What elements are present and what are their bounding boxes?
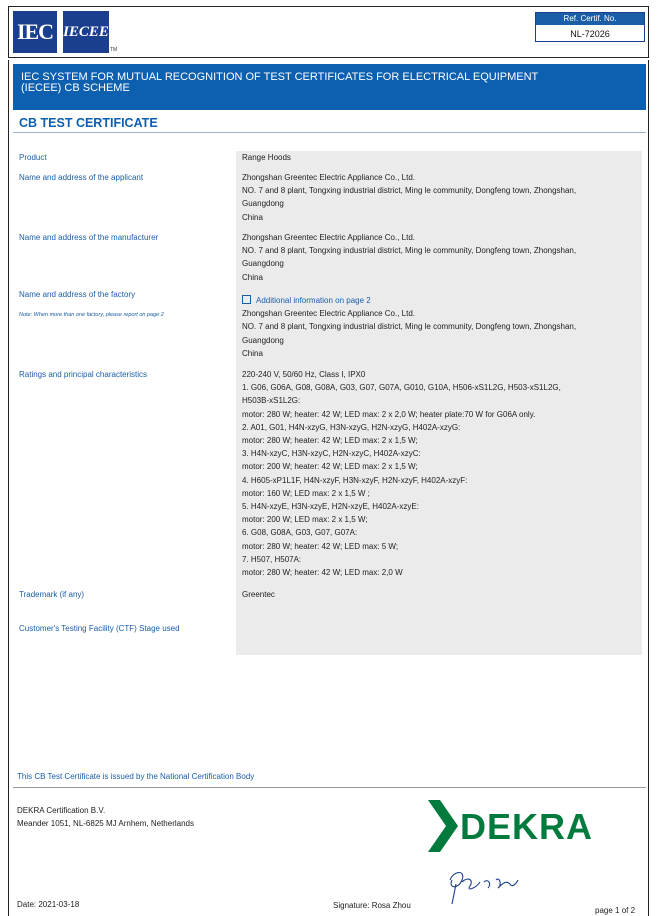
certificate-date: Date: 2021-03-18 (17, 900, 80, 909)
factory-label: Name and address of the factory (19, 290, 136, 299)
ratings-line: motor: 280 W; heater: 42 W; LED max: 5 W; (242, 541, 399, 551)
ratings-line: motor: 280 W; heater: 42 W; LED max: 2 x 2,0 W; heater plate:70 W for G06A only. (242, 409, 536, 419)
banner-line-2: (IECEE) CB SCHEME (21, 82, 130, 94)
product-value: Range Hoods (242, 153, 291, 162)
manufacturer-line: Guangdong (242, 259, 284, 269)
trademark-value: Greentec (242, 590, 275, 599)
factory-line: Guangdong (242, 335, 284, 345)
manufacturer-line: Zhongshan Greentec Electric Appliance Co., Ltd. (242, 233, 415, 242)
iecee-logo-text: IECEE (63, 23, 109, 40)
certificate-title: CB TEST CERTIFICATE (19, 116, 158, 130)
ratings-line: motor: 280 W; heater: 42 W; LED max: 2,0 W (242, 568, 403, 578)
manufacturer-value (242, 231, 637, 284)
banner-line-1: IEC SYSTEM FOR MUTUAL RECOGNITION OF TEST CERTIFICATES FOR ELECTRICAL EQUIPMENT (21, 71, 539, 83)
certification-body-name: DEKRA Certification B.V. (17, 806, 106, 815)
ratings-line: 1. G06, G06A, G08, G08A, G03, G07, G07A, G010, G10A, H506-xS1L2G, H503-xS1L2G, (242, 383, 561, 393)
ratings-line: 4. H605-xP1L1F, H4N-xzyF, H3N-xzyF, H2N-xzyF, H402A-xzyF: (242, 475, 468, 485)
issued-statement: This CB Test Certificate is issued by the National Certification Body (17, 772, 255, 781)
ratings-line: 7. H507, H507A: (242, 554, 302, 564)
ratings-line: 220-240 V, 50/60 Hz, Class I, IPX0 (242, 370, 366, 379)
factory-value (242, 294, 637, 360)
signature-scribble (440, 866, 530, 906)
ratings-line: 5. H4N-xzyE, H3N-xzyE, H2N-xzyE, H402A-xzyE: (242, 502, 419, 512)
applicant-value (242, 171, 637, 224)
ratings-line: 2. A01, G01, H4N-xzyG, H3N-xzyG, H2N-xzyG, H402A-xzyG: (242, 422, 461, 432)
ratings-value (242, 368, 637, 579)
dekra-logo-text: DEKRA (460, 806, 594, 847)
page-indicator: page 1 of 2 (595, 906, 636, 915)
ratings-line: motor: 160 W; LED max: 2 x 1,5 W ; (242, 488, 370, 498)
dekra-chevron-icon (428, 800, 458, 852)
certification-body-address: Meander 1051, NL-6825 MJ Arnhem, Netherlands (17, 819, 194, 828)
applicant-label: Name and address of the applicant (19, 173, 144, 182)
reference-label: Ref. Certif. No. (536, 13, 644, 25)
applicant-line: NO. 7 and 8 plant, Tongxing industrial district, Ming le community, Dongfeng town, Zhongshan, (242, 186, 577, 196)
ratings-line: H503B-xS1L2G: (242, 396, 301, 406)
manufacturer-line: NO. 7 and 8 plant, Tongxing industrial district, Ming le community, Dongfeng town, Zhongshan, (242, 246, 577, 256)
factory-note: Note: When more than one factory, please report on page 2 (19, 312, 164, 318)
factory-line: China (242, 348, 263, 358)
ratings-line: 6. G08, G08A, G03, G07, G07A: (242, 528, 358, 538)
ctf-label: Customer's Testing Facility (CTF) Stage used (19, 624, 180, 633)
ratings-line: motor: 200 W; heater: 42 W; LED max: 2 x 1,5 W; (242, 462, 418, 472)
applicant-line: Zhongshan Greentec Electric Appliance Co., Ltd. (242, 173, 415, 182)
reference-number: NL-72026 (570, 29, 610, 39)
iec-logo-text: IEC (16, 19, 54, 44)
additional-info-checkbox-row[interactable] (242, 294, 637, 307)
checkbox-icon[interactable] (242, 295, 251, 304)
trademark-symbol: TM (110, 47, 118, 53)
factory-line: NO. 7 and 8 plant, Tongxing industrial district, Ming le community, Dongfeng town, Zhongshan, (242, 322, 577, 332)
ratings-line: motor: 200 W; LED max: 2 x 1,5 W; (242, 515, 368, 525)
applicant-line: China (242, 212, 263, 222)
factory-line: Zhongshan Greentec Electric Appliance Co., Ltd. (242, 309, 415, 319)
iec-logo (13, 11, 57, 53)
applicant-line: Guangdong (242, 199, 284, 209)
additional-info-label: Additional information on page 2 (256, 296, 371, 305)
ratings-label: Ratings and principal characteristics (19, 370, 148, 379)
ratings-line: motor: 280 W; heater: 42 W; LED max: 2 x 1,5 W; (242, 436, 418, 446)
signature-label: Signature: Rosa Zhou (333, 901, 411, 910)
scheme-banner (13, 64, 646, 110)
iecee-logo (63, 11, 109, 53)
title-divider (13, 132, 646, 133)
product-label: Product (19, 153, 47, 162)
certification-body (17, 804, 194, 830)
footer-divider (13, 787, 646, 788)
ratings-line: 3. H4N-xzyC, H3N-xzyC, H2N-xzyC, H402A-xzyC: (242, 449, 421, 459)
trademark-label: Trademark (if any) (19, 590, 85, 599)
manufacturer-line: China (242, 272, 263, 282)
reference-box (535, 12, 645, 42)
manufacturer-label: Name and address of the manufacturer (19, 233, 159, 242)
